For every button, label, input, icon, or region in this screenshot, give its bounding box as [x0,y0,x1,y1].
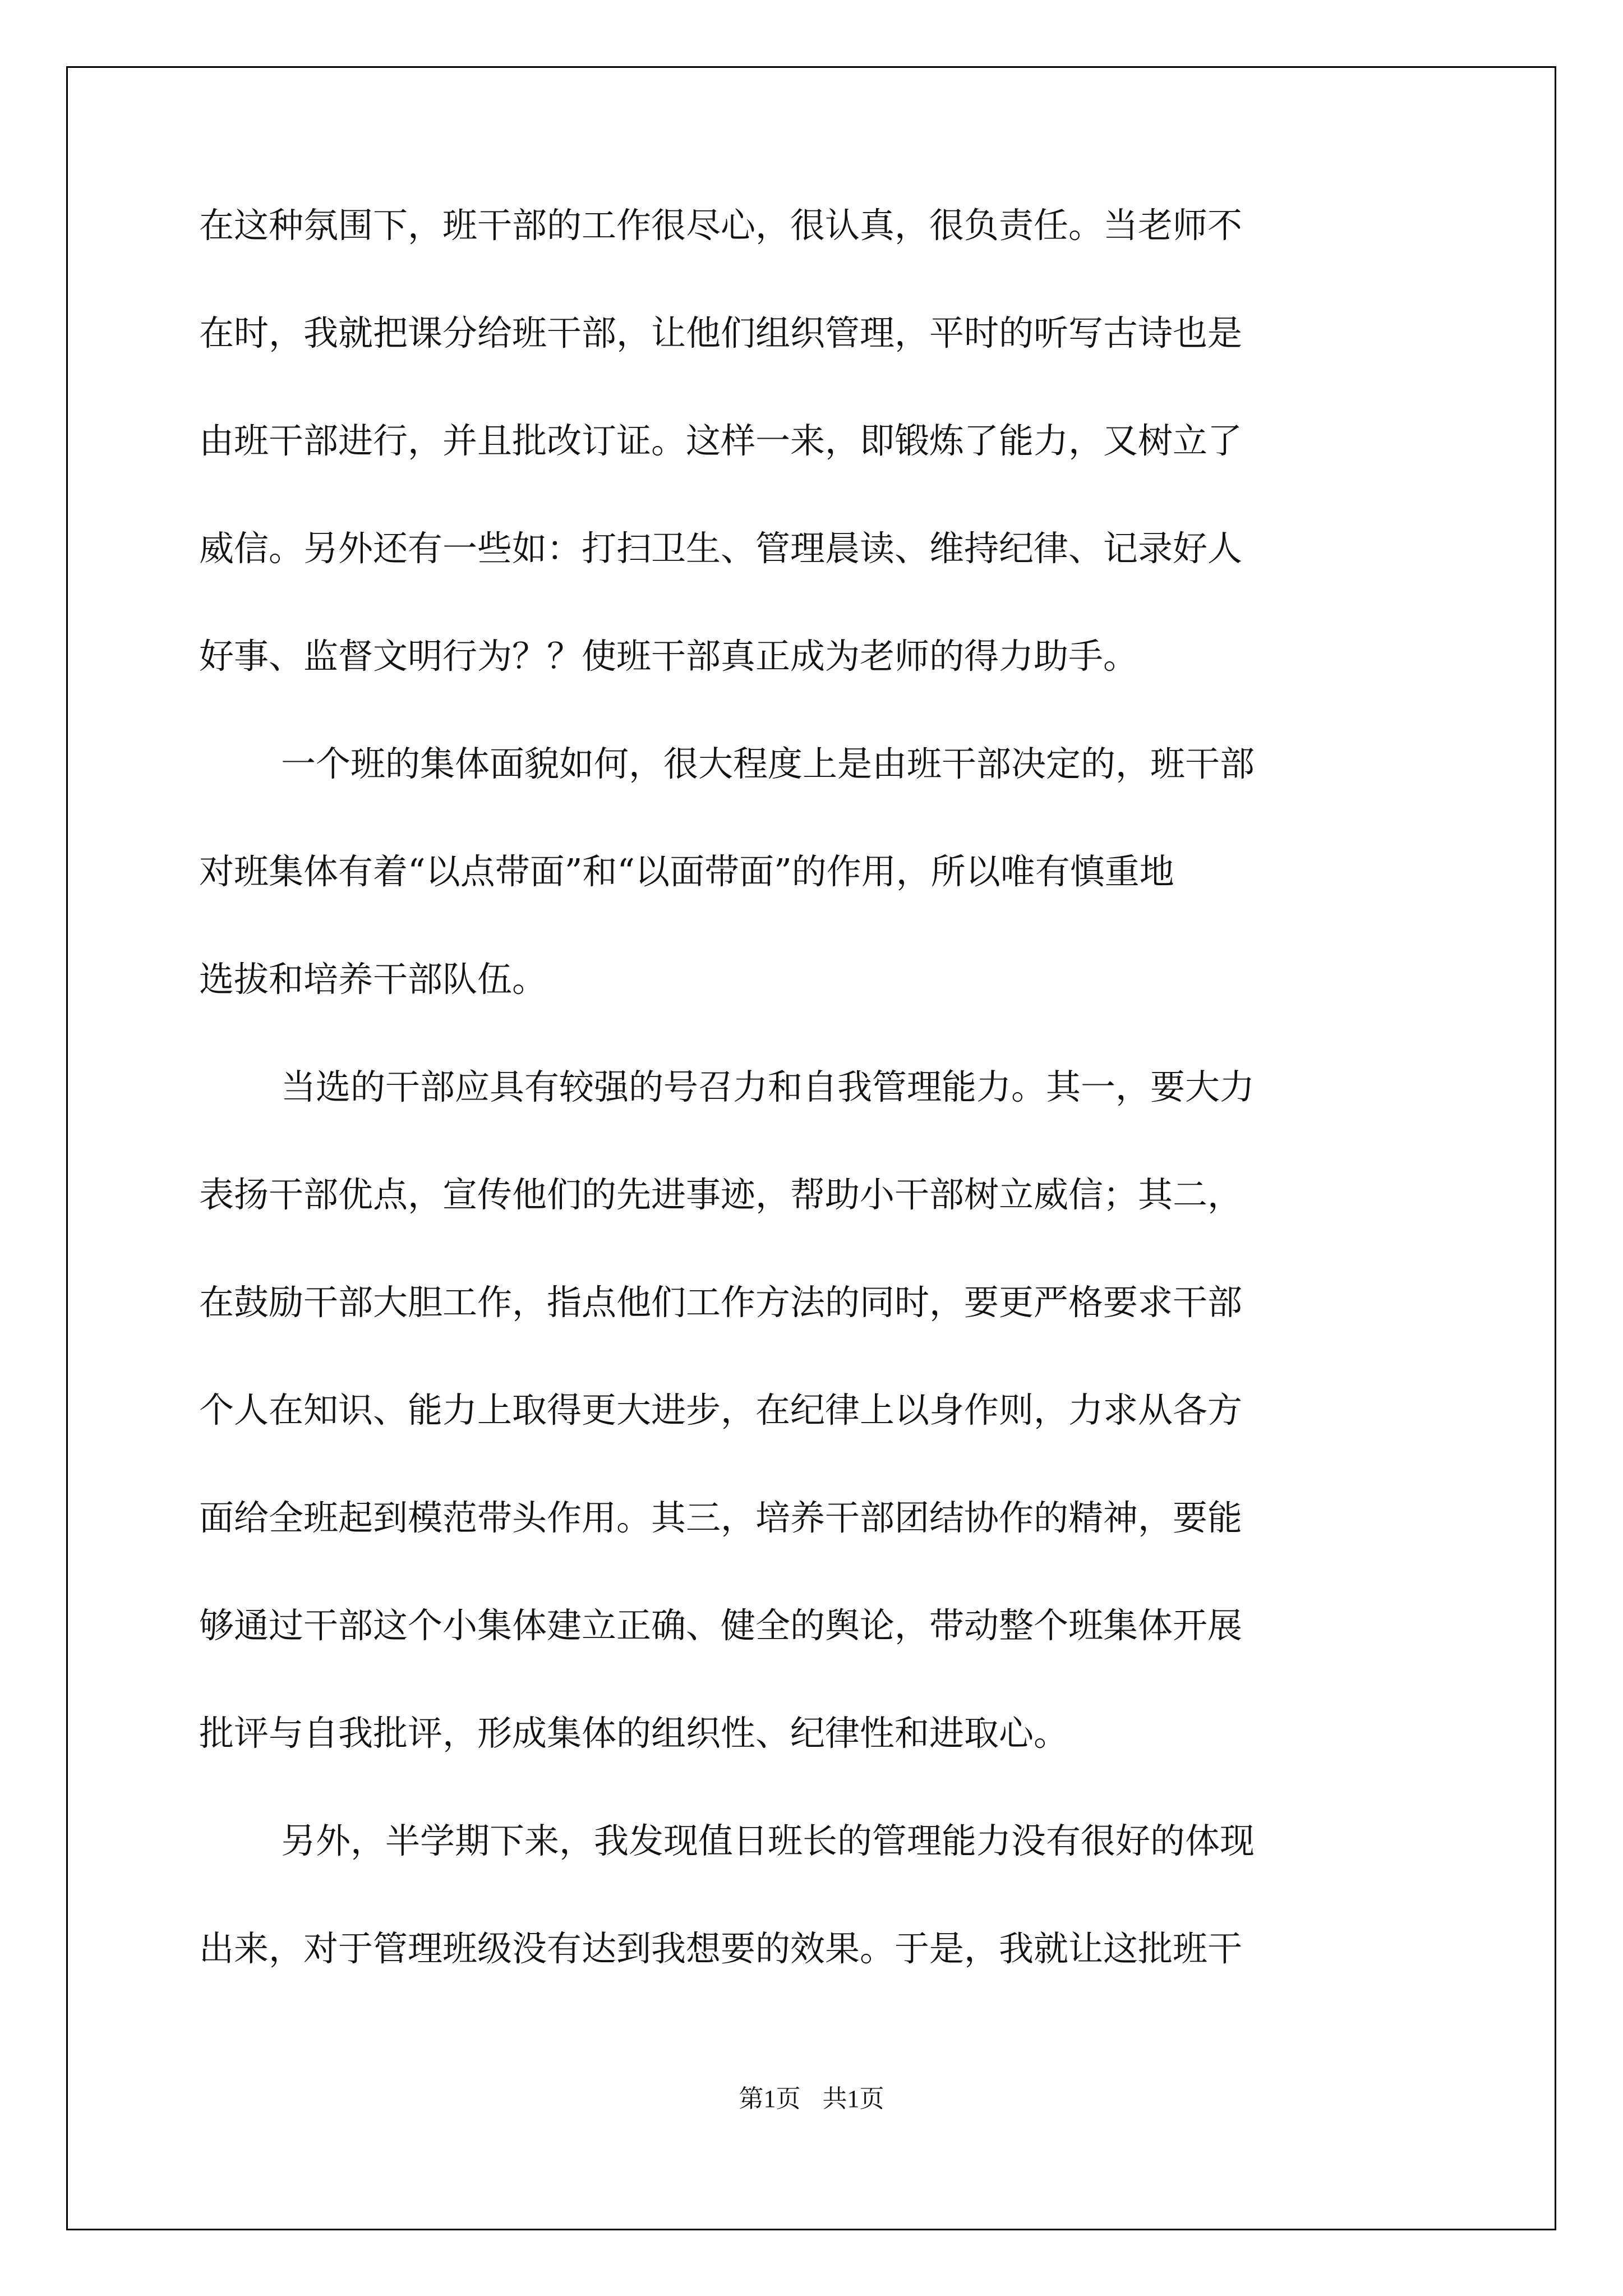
text-line: 在这种氛围下，班干部的工作很尽心，很认真，很负责任。当老师不 [199,205,1243,246]
document-body [199,205,1427,2036]
text-line: 好事、监督文明行为？？使班干部真正成为老师的得力助手。 [199,636,1138,677]
page-footer [0,2078,1623,2114]
text-line: 出来，对于管理班级没有达到我想要的效果。于是，我就让这批班干 [199,1928,1243,1969]
text-line: 由班干部进行，并且批改订证。这样一来，即锻炼了能力，又树立了 [199,420,1243,461]
page-number-total: 共1页 [822,2085,884,2113]
text-line: 表扬干部优点，宣传他们的先进事迹，帮助小干部树立威信；其二， [199,1174,1243,1215]
text-line: 选拔和培养干部队伍。 [199,959,547,1000]
text-line: 批评与自我批评，形成集体的组织性、纪律性和进取心。 [199,1713,1069,1754]
text-line: 一个班的集体面貌如何，很大程度上是由班干部决定的，班干部 [281,743,1255,784]
text-line: 威信。另外还有一些如：打扫卫生、管理晨读、维持纪律、记录好人 [199,528,1243,569]
text-line: 在时，我就把课分给班干部，让他们组织管理，平时的听写古诗也是 [199,312,1243,353]
text-line: 够通过干部这个小集体建立正确、健全的舆论，带动整个班集体开展 [199,1605,1243,1646]
text-line: 另外，半学期下来，我发现值日班长的管理能力没有很好的体现 [281,1820,1255,1861]
text-line: 当选的干部应具有较强的号召力和自我管理能力。其一，要大力 [281,1066,1255,1107]
page-number-current: 第1页 [739,2085,801,2113]
text-line: 在鼓励干部大胆工作，指点他们工作方法的同时，要更严格要求干部 [199,1282,1243,1323]
text-line: 面给全班起到模范带头作用。其三，培养干部团结协作的精神，要能 [199,1497,1243,1538]
text-line: 个人在知识、能力上取得更大进步，在纪律上以身作则，力求从各方 [199,1389,1243,1430]
text-line: 对班集体有着“以点带面”和“以面带面”的作用，所以唯有慎重地 [199,851,1174,892]
